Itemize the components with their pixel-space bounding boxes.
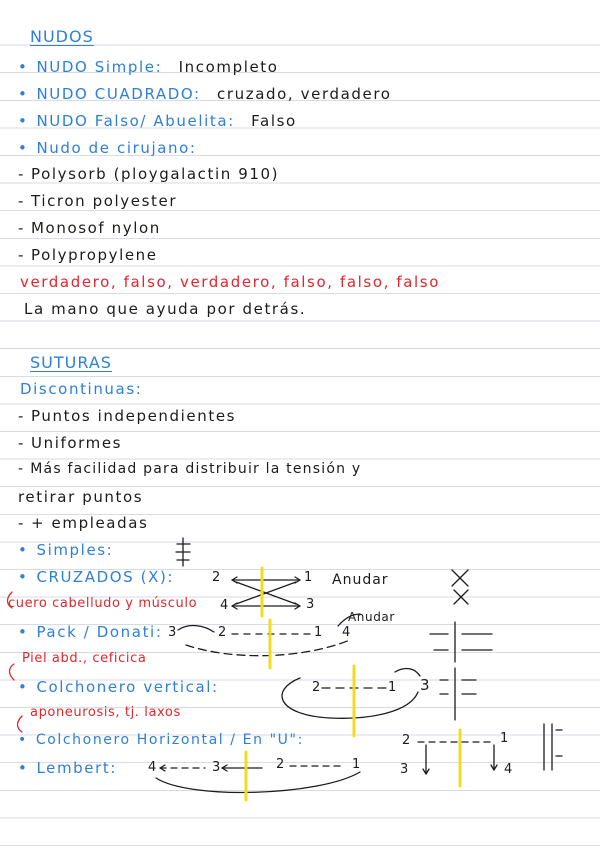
material-item: - Polypropylene — [18, 246, 158, 264]
material-item: - Polysorb (ploygalactin 910) — [18, 165, 280, 183]
bullet-icon: • — [18, 759, 29, 777]
bullet-icon: • — [18, 139, 29, 157]
diagram-number: 2 — [312, 680, 321, 695]
red-arrow-icons — [8, 592, 23, 732]
feature-item: - + empleadas — [18, 514, 149, 532]
tipo-pack-donati: • Pack / Donati: — [18, 623, 163, 641]
diagram-number: 2 — [276, 757, 285, 772]
tipo-lembert: • Lembert: — [18, 759, 118, 777]
diagram-number: 1 — [500, 731, 509, 746]
nudo-value: cruzado, verdadero — [217, 85, 392, 103]
bullet-icon: • — [18, 678, 29, 696]
diagram-number: 1 — [304, 570, 313, 585]
diagram-number: 3 — [212, 760, 221, 775]
feature-item: - Más facilidad para distribuir la tensión y — [18, 461, 362, 477]
tipo-colchonero-horizontal: • Colchonero Horizontal / En "U": — [18, 732, 304, 748]
colchonero-vertical-diagram — [282, 666, 476, 736]
nudos-title: NUDOS — [30, 27, 94, 46]
diagram-number: 4 — [220, 598, 229, 613]
cruzados-diagram — [232, 568, 300, 616]
diagram-number: 1 — [314, 625, 323, 640]
nudo-label: NUDO Simple: — [36, 58, 163, 76]
colchonero-horizontal-diagram — [418, 724, 562, 786]
phrase-line: La mano que ayuda por detrás. — [24, 300, 307, 318]
diagram-number: 1 — [388, 680, 397, 695]
nudo-label: NUDO Falso/ Abuelita: — [36, 112, 235, 130]
simple-stitch-icon — [176, 538, 190, 566]
note-cuero-cabelludo: cuero cabelludo y músculo — [8, 596, 198, 611]
diagram-number: 3 — [306, 597, 315, 612]
diagram-number: 1 — [352, 757, 361, 772]
bullet-icon: • — [18, 58, 29, 76]
note-aponeurosis: aponeurosis, tj. laxos — [30, 705, 181, 720]
diagram-number: 2 — [402, 733, 411, 748]
diagram-number: 2 — [212, 570, 221, 585]
diagram-number: 3 — [168, 625, 177, 640]
nudo-value: Falso — [251, 112, 297, 130]
bullet-icon: • — [18, 623, 29, 641]
bullet-icon: • — [18, 112, 29, 130]
feature-item: - Puntos independientes — [18, 407, 237, 425]
bullet-icon: • — [18, 568, 29, 586]
nudo-value: Incompleto — [178, 58, 279, 76]
diagram-number: 3 — [420, 676, 430, 694]
tipo-simples: • Simples: — [18, 541, 114, 559]
tipo-colchonero-vertical: • Colchonero vertical: — [18, 678, 219, 696]
lembert-diagram — [156, 752, 360, 800]
pack-anudar-label: Anudar — [348, 610, 395, 624]
material-item: - Ticron polyester — [18, 192, 178, 210]
material-item: - Monosof nylon — [18, 219, 161, 237]
nudo-label: Nudo de cirujano: — [36, 139, 197, 157]
answer-line: verdadero, falso, verdadero, falso, falso, falso — [20, 273, 440, 291]
tipo-cruzados: • CRUZADOS (X): — [18, 568, 175, 586]
bullet-icon: • — [18, 541, 29, 559]
diagram-number: 4 — [504, 762, 513, 777]
nudo-label: NUDO CUADRADO: — [36, 85, 201, 103]
suturas-title: SUTURAS — [30, 353, 112, 372]
diagram-number: 4 — [342, 625, 351, 640]
pack-donati-diagram — [178, 614, 492, 668]
note-piel-abd: Piel abd., ceficica — [22, 651, 147, 666]
bullet-icon: • — [18, 732, 28, 748]
discontinuas-subtitle: Discontinuas: — [20, 380, 143, 398]
diagram-number: 3 — [400, 762, 409, 777]
bullet-icon: • — [18, 85, 29, 103]
feature-item-cont: retirar puntos — [18, 488, 144, 506]
feature-item: - Uniformes — [18, 434, 123, 452]
cruzados-anudar-label: Anudar — [332, 572, 389, 588]
cruz-icon — [452, 570, 468, 604]
diagram-number: 4 — [148, 760, 157, 775]
diagram-number: 2 — [218, 625, 227, 640]
